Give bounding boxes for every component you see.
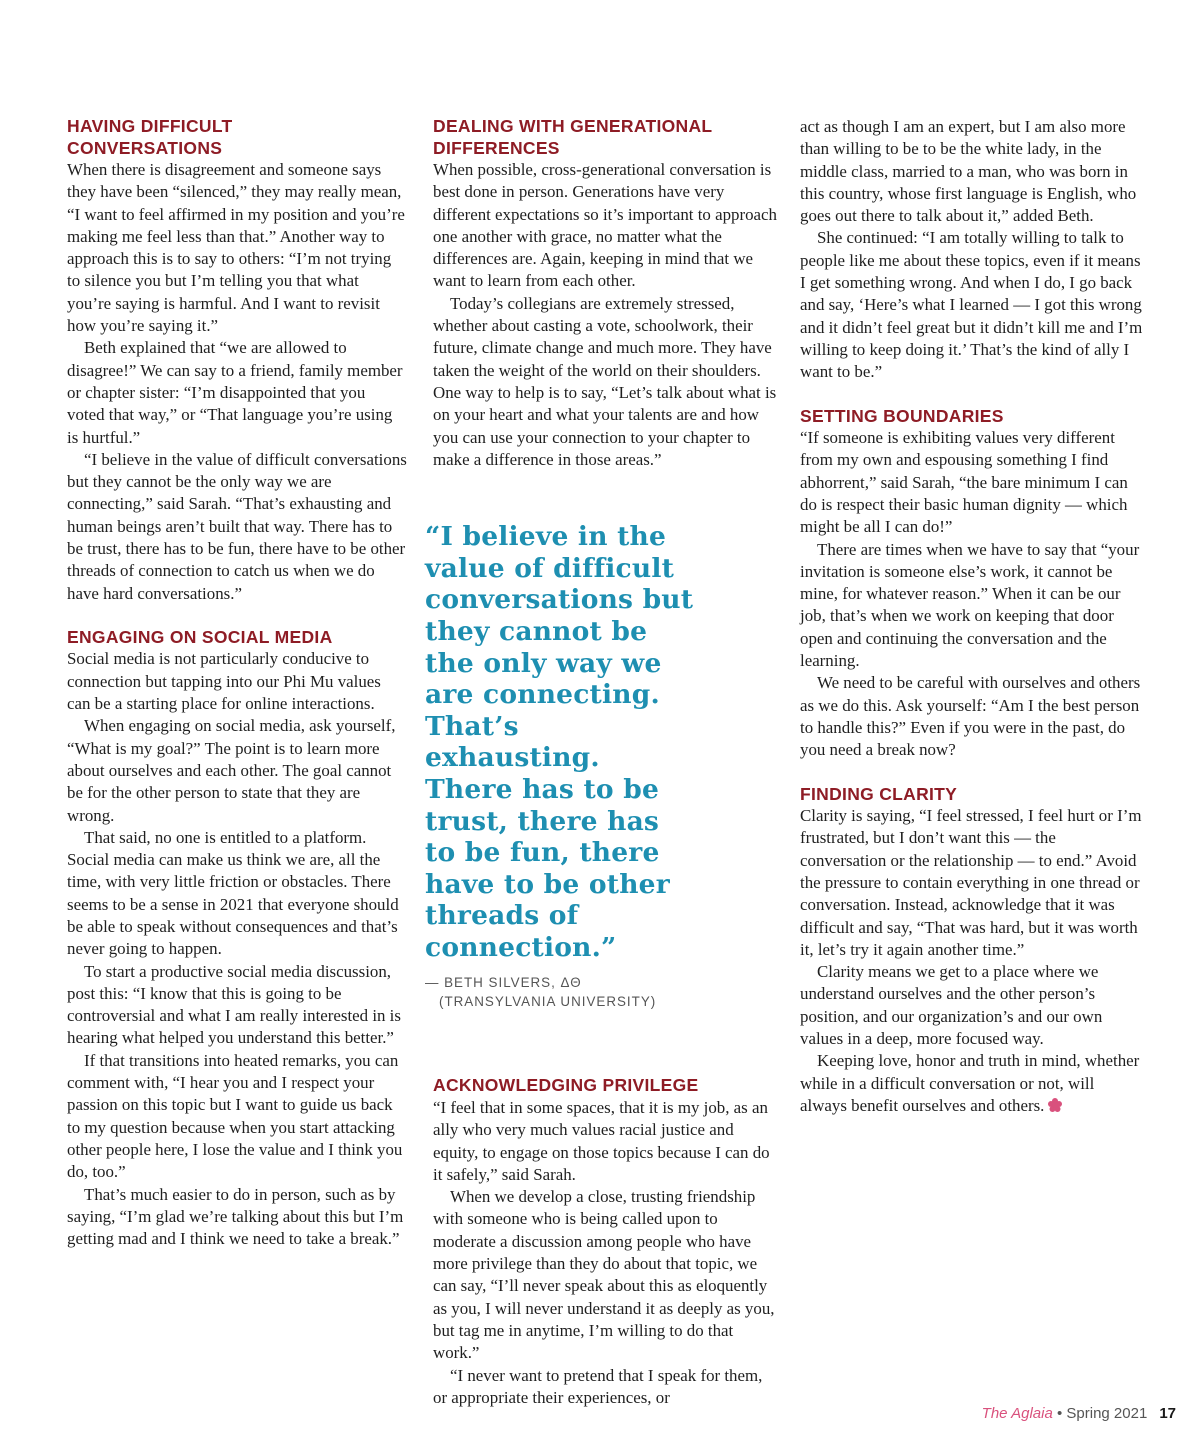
paragraph: Clarity means we get to a place where we understand ourselves and the other person’s position, and our organization’s and our own values in a deep, more focused way.: [800, 962, 1103, 1048]
heading-acknowledging-privilege: ACKNOWLEDGING PRIVILEGE: [433, 1075, 699, 1096]
paragraph: Beth explained that “we are allowed to disagree!” We can say to a friend, family member or chapter sister: “I’m disappointed that you voted that way,” or “That language you’re using is hurtful.”: [67, 338, 403, 447]
paragraph: Clarity is saying, “I feel stressed, I feel hurt or I’m frustrated, but I don’t want this — the conversation or the relationship — to end.” Avoid the pressure to contain everything in one thread or conversation. Instead, acknowledge that it was difficult and say, “That was hard, but it was worth it, let’s try it again another time.”: [800, 806, 1142, 959]
pull-quote: [425, 521, 695, 1011]
pull-quote-attribution: [425, 973, 695, 1011]
paragraph: If that transitions into heated remarks, you can comment with, “I hear you and I respect your passion on this topic but I want to guide us back to my question because when you start attacking other people here, I lose the value and I think you do, too.”: [67, 1050, 403, 1182]
paragraph-final-text: Keeping love, honor and truth in mind, whether while in a difficult conversation or not, will always benefit ourselves and others.: [800, 1051, 1140, 1115]
heading-difficult-conversations: HAVING DIFFICULT CONVERSATIONS: [67, 116, 233, 158]
paragraph: When engaging on social media, ask yourself, “What is my goal?” The point is to learn more about ourselves and each other. The goal cannot be for the other person to state that they are wrong.: [67, 716, 396, 825]
heading-social-media: ENGAGING ON SOCIAL MEDIA: [67, 626, 333, 647]
paragraph: That’s much easier to do in person, such as by saying, “I’m glad we’re talking about this but I’m getting mad and I think we need to take a break.”: [67, 1184, 404, 1249]
paragraph: “I feel that in some spaces, that it is my job, as an ally who very much values racial justice and equity, to engage on those topics because I can do it safely,” said Sarah.: [433, 1097, 770, 1184]
paragraph: “I believe in the value of difficult conversations but they cannot be the only way we are connecting,” said Sarah. “That’s exhausting and human beings aren’t built that way. There has to be trust, there has to be fun, there have to be other threads of connection to catch us when we do have hard conversations.”: [67, 449, 407, 603]
paragraph: When possible, cross-generational conversation is best done in person. Generations have very different expectations so it’s important to approach one another with grace, no matter what the differences are. Again, keeping in mind that we want to learn from each other.: [433, 160, 777, 291]
page-footer: [982, 1405, 1176, 1422]
column-1: [67, 116, 407, 1250]
heading-setting-boundaries: SETTING BOUNDARIES: [800, 405, 1004, 426]
paragraph: “I never want to pretend that I speak for them, or appropriate their experiences, or: [433, 1365, 763, 1407]
heading-finding-clarity: FINDING CLARITY: [800, 783, 958, 804]
attribution-school: (TRANSYLVANIA UNIVERSITY): [439, 994, 657, 1010]
attribution-name: — BETH SILVERS, ΔΘ: [425, 975, 582, 991]
paragraph: To start a productive social media discussion, post this: “I know that this is going to be controversial and what I am really interested in is hearing what helped you understand this better.”: [67, 961, 401, 1048]
issue-date: Spring 2021: [1066, 1405, 1148, 1422]
paragraph: That said, no one is entitled to a platform. Social media can make us think we are, all the time, with very little friction or obstacles. There seems to be a sense in 2021 that everyone should be able to speak without consequences and that’s never going to happen.: [67, 827, 399, 959]
paragraph: She continued: “I am totally willing to talk to people like me about these topics, even if it means I get something wrong. And when I do, I go back and say, ‘Here’s what I learned — I got this wrong and it didn’t feel great but it didn’t kill me and I’m willing to keep doing it.’ That’s the kind of ally I want to be.”: [800, 228, 1143, 382]
pull-quote-text: “I believe in the value of difficult conversations but they cannot be the only way we are connecting. That’s exhausting. There has to be trust, there has to be fun, there have to be other threads of connection.”: [425, 521, 694, 963]
paragraph: When there is disagreement and someone says they have been “silenced,” they may really mean, “I want to feel affirmed in my position and you’re making me feel less than that.” Another way to approach this is to say to others: “I’m not trying to silence you but I’m telling you that what you’re saying is harmful. And I want to revisit how you’re saying it.”: [67, 160, 405, 336]
paragraph: There are times when we have to say that “your invitation is someone else’s work, it cannot be mine, for whatever reason.” When it can be our job, that’s when we work on keeping that door open and continuing the conversation and the learning.: [800, 539, 1140, 671]
paragraph-final: [800, 1050, 1145, 1117]
column-3: [800, 116, 1145, 1117]
paragraph: We need to be careful with ourselves and others as we do this. Ask yourself: “Am I the best person to handle this?” Even if you were in the past, do you need a break now?: [800, 673, 1141, 760]
end-mark-icon: [1048, 1098, 1062, 1112]
magazine-title: The Aglaia: [981, 1405, 1053, 1422]
paragraph: act as though I am an expert, but I am also more than willing to be to be the white lady, in the middle class, married to a man, who was born in this country, whose first language is English, who goes out there to talk about it,” added Beth.: [800, 117, 1137, 226]
page-number: 17: [1159, 1405, 1176, 1422]
paragraph: “If someone is exhibiting values very different from my own and espousing something I find abhorrent,” said Sarah, “the bare minimum I can do is respect their basic human dignity — which might be all I can do!”: [800, 428, 1128, 537]
column-2: [425, 116, 778, 1409]
paragraph: When we develop a close, trusting friendship with someone who is being called upon to moderate a discussion among people who have more privilege than they do about that topic, we can say, “I’ll never speak about this as eloquently as you, I will never understand it as deeply as you, but tag me in anytime, I’m willing to do that work.”: [433, 1187, 775, 1363]
heading-generational-differences: DEALING WITH GENERATIONAL DIFFERENCES: [433, 116, 713, 158]
paragraph: Today’s collegians are extremely stressed, whether about casting a vote, schoolwork, their future, climate change and much more. They have taken the weight of the world on their shoulders. One way to help is to say, “Let’s talk about what is on your heart and what your talents are and how you can use your connection to your chapter to make a difference in those areas.”: [433, 293, 777, 469]
footer-separator: •: [1052, 1405, 1067, 1422]
paragraph: Social media is not particularly conducive to connection but tapping into our Phi Mu values can be a starting place for online interactions.: [67, 649, 381, 714]
